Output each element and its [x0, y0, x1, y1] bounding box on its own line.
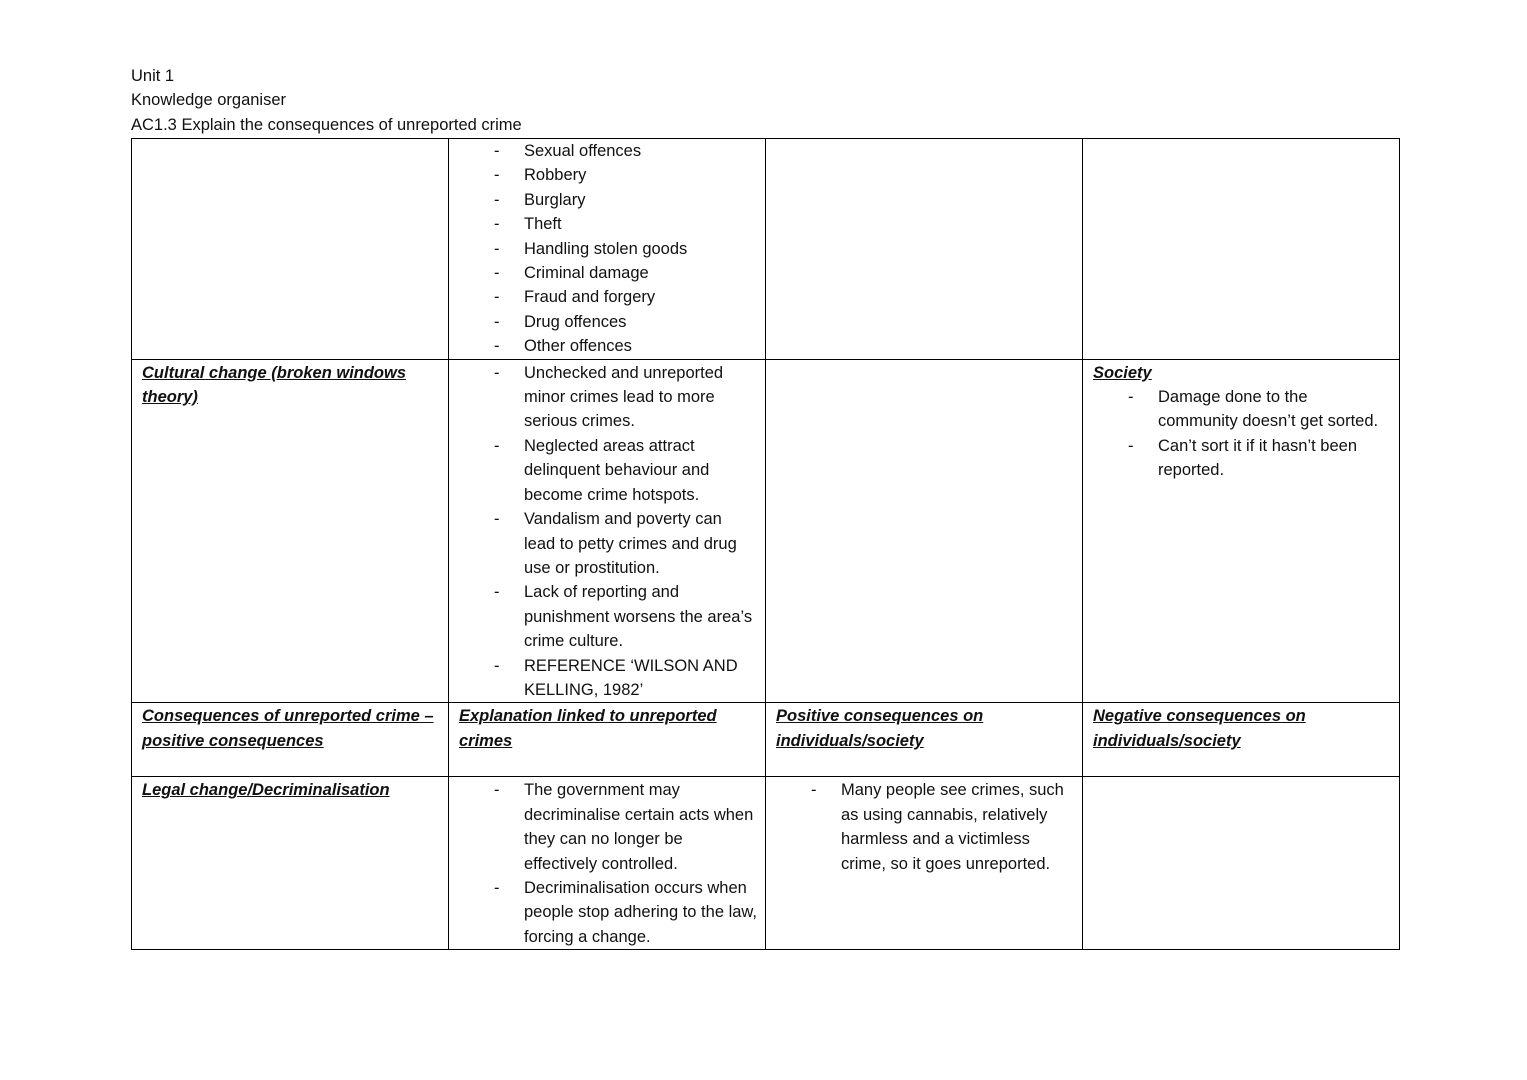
society-list: [1083, 385, 1399, 483]
table-row: [132, 139, 1400, 360]
cell: [1083, 139, 1400, 360]
list-item: - REFERENCE ‘WILSON AND KELLING, 1982’: [524, 654, 757, 703]
list-item: - Criminal damage: [524, 261, 757, 285]
unit-label: Unit 1: [131, 67, 175, 85]
cell: [766, 139, 1083, 360]
list-item: - Fraud and forgery: [524, 285, 757, 309]
crime-types-list: [449, 139, 765, 359]
cell: [1083, 703, 1400, 777]
list-item: - Many people see crimes, such as using cannabis, relatively harmless and a victimless crime, so it goes unreported.: [841, 778, 1074, 876]
list-item: - Can’t sort it if it hasn’t been reported.: [1158, 434, 1391, 483]
positive-consequences-list: [766, 777, 1082, 876]
document-header: [131, 64, 522, 137]
knowledge-organiser-table: [131, 138, 1400, 950]
cell: [132, 139, 449, 360]
row-heading: Cultural change (broken windows theory): [142, 363, 407, 407]
table-header-row: [132, 703, 1400, 777]
list-item: - Unchecked and unreported minor crimes lead to more serious crimes.: [524, 361, 757, 434]
cell: [449, 703, 766, 777]
row-heading: Legal change/Decriminalisation: [142, 781, 390, 800]
list-item: - Lack of reporting and punishment worsens the area’s crime culture.: [524, 580, 757, 653]
table-row: [132, 359, 1400, 703]
cell: [132, 359, 449, 703]
list-item: - Handling stolen goods: [524, 237, 757, 261]
list-item: - The government may decriminalise certain acts when they can no longer be effectively controlled.: [524, 778, 757, 876]
list-item: - Neglected areas attract delinquent behaviour and become crime hotspots.: [524, 434, 757, 507]
cell: [766, 703, 1083, 777]
table-row: [132, 777, 1400, 950]
list-item: - Sexual offences: [524, 139, 757, 163]
subtitle: Knowledge organiser: [131, 91, 287, 110]
list-item: - Other offences: [524, 334, 757, 358]
list-item: - Decriminalisation occurs when people stop adhering to the law, forcing a change.: [524, 876, 757, 949]
cell: [766, 777, 1083, 950]
cell: [1083, 777, 1400, 950]
assessment-criterion: AC1.3 Explain the consequences of unreported crime: [131, 115, 522, 134]
cell: [132, 703, 449, 777]
list-item: - Vandalism and poverty can lead to petty crimes and drug use or prostitution.: [524, 507, 757, 580]
explanation-list: [449, 360, 765, 703]
society-heading: Society: [1093, 363, 1152, 382]
cell: [449, 777, 766, 950]
explanation-list: [449, 777, 765, 949]
cell: [449, 359, 766, 703]
column-heading: Positive consequences on individuals/society: [776, 707, 984, 750]
column-heading: Negative consequences on individuals/society: [1093, 707, 1306, 750]
column-heading: Explanation linked to unreported crimes: [459, 707, 717, 750]
list-item: - Theft: [524, 212, 757, 236]
cell: [766, 359, 1083, 703]
list-item: - Damage done to the community doesn’t get sorted.: [1158, 385, 1391, 434]
cell: [1083, 359, 1400, 703]
list-item: - Drug offences: [524, 310, 757, 334]
cell: [132, 777, 449, 950]
cell: [449, 139, 766, 360]
list-item: - Robbery: [524, 163, 757, 187]
column-heading: Consequences of unreported crime – positive consequences: [142, 707, 434, 750]
list-item: - Burglary: [524, 188, 757, 212]
